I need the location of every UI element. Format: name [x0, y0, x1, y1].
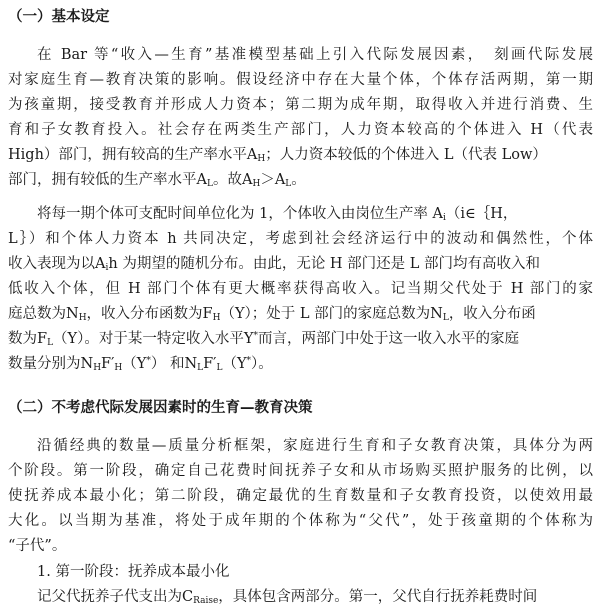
symbol-n-h-f-h: $N_HF'_H$ — [80, 356, 123, 373]
paragraph-line: 数量分别为$N_HF'_H(Y^*)$ 和$N_LF'_L(Y^*)$。 — [8, 356, 273, 373]
paragraph-line: 为孩童期，接受教育并形成人力资本；第二期为成年期，取得收入并进行消费、生 — [8, 97, 593, 113]
symbol-y-star: Y* — [243, 331, 258, 347]
paragraph-line: 低收入个体，但 H 部门个体有更大概率获得高收入。记当期父代处于 H 部门的家 — [8, 281, 593, 297]
symbol-c-raise: $C_{Raise}$ — [182, 589, 219, 606]
paragraph-line: 个阶段。第一阶段，确定自己花费时间抚养子女和从市场购买照护服务的比例，以 — [8, 463, 593, 479]
symbol-f-h: $F_H$ — [202, 306, 221, 323]
paragraph-line: 在 Bar 等“收入—生育”基准模型基础上引入代际发展因素， 刻画代际发展 — [37, 47, 593, 63]
symbol-a-l: $A_L$ — [196, 172, 213, 189]
paragraph-line: 对家庭生育—教育决策的影响。假设经济中存在大量个体，个体存活两期，第一期 — [8, 72, 593, 88]
symbol-f-l: $F_L$ — [37, 331, 54, 348]
paragraph-line: 育和子女教育投入。社会存在两类生产部门，人力资本较高的个体进入 H（代表 — [8, 122, 593, 138]
paragraph-line: L｝）和个体人力资本 h 共同决定，考虑到社会经济运行中的波动和偶然性，个体 — [8, 231, 593, 247]
paragraph-line: 使抚养成本最小化；第二阶段，确定最优的生育数量和子女教育投资，以使效用最 — [8, 488, 593, 504]
symbol-n-l-f-l: $N_LF'_L$ — [184, 356, 223, 373]
paragraph-line: 大化。以当期为基准，将处于成年期的个体称为“父代”，处于孩童期的个体称为 — [8, 513, 593, 529]
section-heading-basic-setup: （一）基本设定 — [8, 9, 110, 25]
subsection-heading: 1. 第一阶段：抚养成本最小化 — [37, 564, 230, 580]
symbol-a-i: $A_i$ — [95, 256, 109, 273]
paragraph-line: 沿循经典的数量—质量分析框架，家庭进行生育和子女教育决策，具体分为两 — [37, 438, 593, 454]
paragraph-line: 将每一期个体可支配时间单位化为 1，个体收入由岗位生产率 $A_i(i\in\{H$， — [37, 206, 518, 223]
symbol-a-i: $A_i$ — [432, 206, 446, 223]
paragraph-line: High）部门，拥有较高的生产率水平$A_H$；人力资本较低的个体进入 L（代表 Low） — [8, 147, 547, 164]
symbol-n-l: $N_L$ — [430, 306, 449, 323]
symbol-a-h: $A_H$ — [246, 147, 266, 164]
paragraph-line: 部门，拥有较低的生产率水平$A_L$。故$A_H>A_L$。 — [8, 172, 306, 189]
paragraph-line: “子代”。 — [8, 538, 67, 554]
paragraph-line: 记父代抚养子代支出为$C_{Raise}$，具体包含两部分。第一，父代自行抚养耗费时间 — [37, 589, 538, 606]
paragraph-line: 庭总数为$N_H$，收入分布函数为$F_H(Y)$；处于 L 部门的家庭总数为$N_L$，收入分布函 — [8, 306, 536, 323]
paragraph-line: 收入表现为以$A_ih$ 为期望的随机分布。由此，无论 H 部门还是 L 部门均有高收入和 — [8, 256, 541, 273]
symbol-n-h: $N_H$ — [66, 306, 87, 323]
section-heading-fertility-education: （二）不考虑代际发展因素时的生育—教育决策 — [8, 400, 313, 416]
paragraph-line: 数为$F_L(Y)$。对于某一特定收入水平Y*而言，两部门中处于这一收入水平的家庭 — [8, 331, 519, 348]
symbol-a-l: $A_L$ — [274, 172, 292, 189]
symbol-a-h: $A_H$ — [241, 172, 261, 189]
